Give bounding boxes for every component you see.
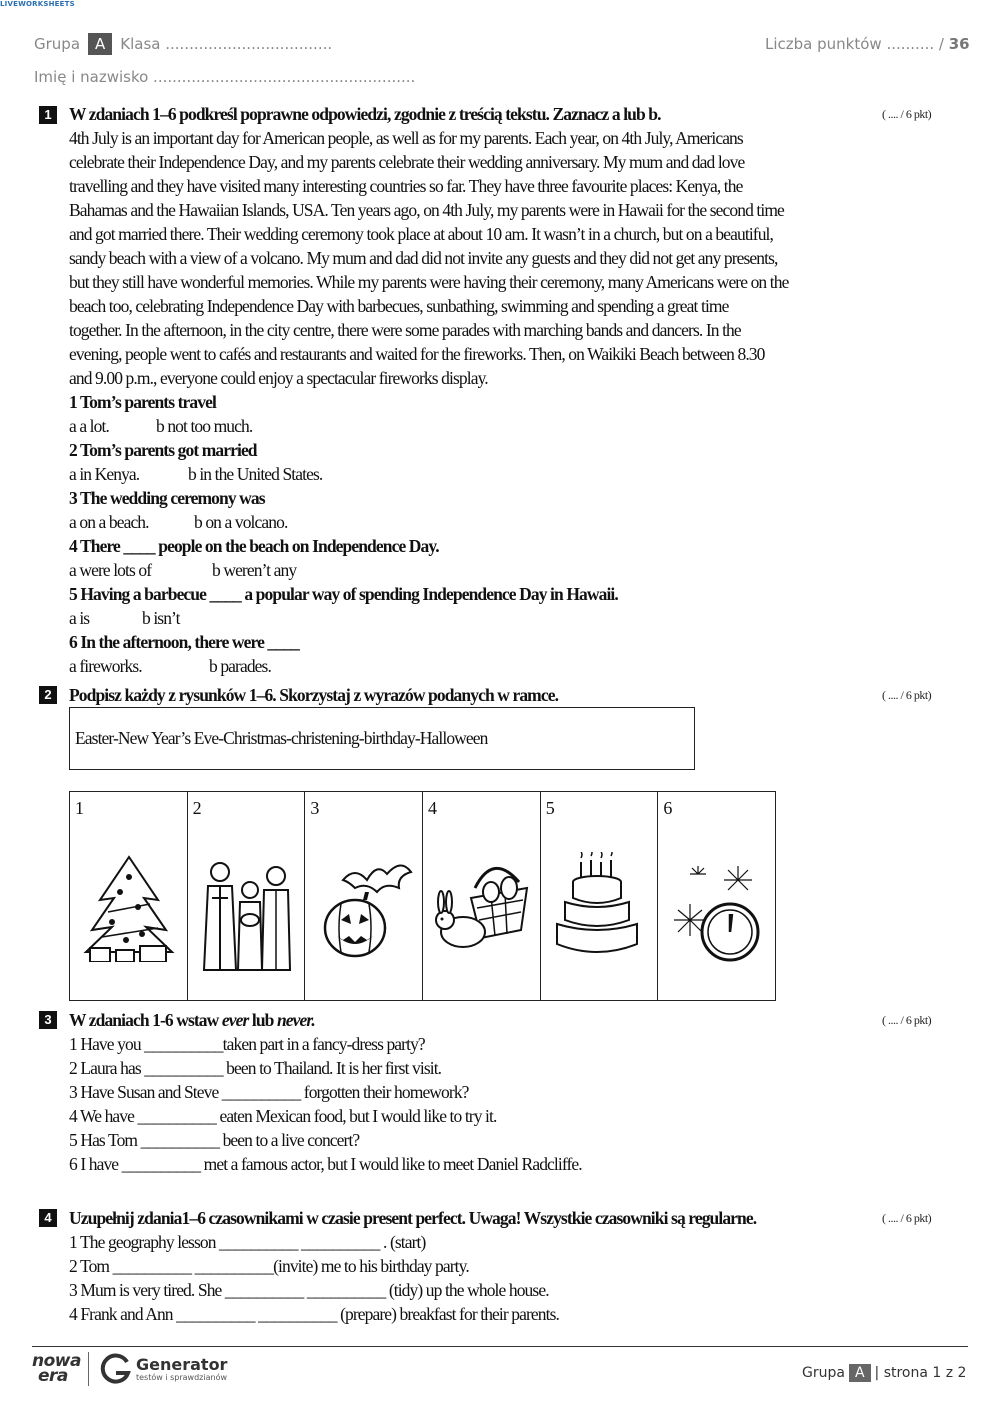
birthday-cake-icon	[551, 852, 649, 962]
halloween-pumpkin-bat-icon	[315, 852, 413, 962]
fireworks-clock-icon	[668, 860, 766, 970]
page-number: | strona 1 z 2	[874, 1365, 967, 1381]
text-line: evening, people went to cafés and restaurants and waited for the fireworks. Then, on Waikiki Beach between 8.30	[69, 344, 765, 364]
question-3: 3 The wedding ceremony was	[69, 488, 265, 508]
instruction-ever: ever	[221, 1010, 249, 1030]
brand-line-2: era	[38, 1366, 68, 1386]
picture-cell-3	[305, 792, 423, 1000]
exercise-2-instruction: Podpisz każdy z rysunków 1–6. Skorzystaj z wyrazów podanych w ramce.	[69, 685, 559, 705]
answer-2a[interactable]: a in Kenya.	[69, 464, 140, 484]
picture-cell-5	[541, 792, 659, 1000]
christening-family-icon	[198, 858, 296, 978]
exercise-4-points: ( .... / 6 pkt)	[882, 1211, 932, 1225]
exercise-2-points: ( .... / 6 pkt)	[882, 688, 932, 702]
question-5: 5 Having a barbecue ____ a popular way of spending Independence Day in Hawaii.	[69, 584, 618, 604]
instruction-never: never.	[276, 1010, 315, 1030]
picture-grid	[69, 791, 776, 1001]
footer-group-badge: A	[849, 1364, 871, 1382]
sentence-3-5[interactable]: 5 Has Tom __________ been to a live concert?	[69, 1130, 360, 1150]
text-line: travelling and they have visited many interesting countries so far. They have three favourite places: Kenya, the	[69, 176, 743, 196]
sentence-3-2[interactable]: 2 Laura has __________ been to Thailand. It is her first visit.	[69, 1058, 442, 1078]
text-line: sandy beach with a view of a volcano. My mum and dad did not invite any guests and they did not get any presents,	[69, 248, 778, 268]
answer-6a[interactable]: a fireworks.	[69, 656, 142, 676]
picture-number: 3	[310, 798, 320, 818]
text-line: Bahamas and the Hawaiian Islands, USA. Ten years ago, on 4th July, my parents were in Hawaii for the second time	[69, 200, 784, 220]
sentence-4-2[interactable]: 2 Tom __________ __________(invite) me to his birthday party.	[69, 1256, 469, 1276]
answer-3b[interactable]: b on a volcano.	[194, 512, 288, 532]
brand-line-1: nowa	[32, 1351, 81, 1371]
sentence-3-3[interactable]: 3 Have Susan and Steve __________ forgotten their homework?	[69, 1082, 469, 1102]
footer-page-info	[802, 1364, 966, 1382]
word-box	[69, 707, 695, 770]
sentence-3-6[interactable]: 6 I have __________ met a famous actor, but I would like to meet Daniel Radcliffe.	[69, 1154, 582, 1174]
exercise-3-number: 3	[39, 1011, 57, 1029]
answer-2b[interactable]: b in the United States.	[188, 464, 323, 484]
exercise-1-number: 1	[39, 106, 57, 124]
answer-1a[interactable]: a a lot.	[69, 416, 109, 436]
picture-cell-4	[423, 792, 541, 1000]
nowa-era-logo	[32, 1351, 81, 1386]
group-badge: A	[88, 33, 112, 55]
picture-number: 1	[75, 798, 84, 818]
christmas-tree-icon	[80, 852, 178, 962]
answer-5b[interactable]: b isn’t	[142, 608, 180, 628]
answer-3a[interactable]: a on a beach.	[69, 512, 149, 532]
question-4: 4 There ____ people on the beach on Independence Day.	[69, 536, 439, 556]
picture-number: 5	[545, 798, 555, 818]
word-list: Easter-New Year’s Eve-Christmas-christening-birthday-Halloween	[75, 728, 488, 748]
answer-4a[interactable]: a were lots of	[69, 560, 152, 580]
sentence-3-4[interactable]: 4 We have __________ eaten Mexican food, but I would like to try it.	[69, 1106, 497, 1126]
points-total	[765, 35, 970, 53]
text-line: celebrate their Independence Day, and my parents celebrate their wedding anniversary. My mum and dad love	[69, 152, 745, 172]
answer-6b[interactable]: b parades.	[209, 656, 271, 676]
instruction-text: lub	[248, 1010, 277, 1030]
question-2: 2 Tom’s parents got married	[69, 440, 257, 460]
group-label: Grupa	[34, 35, 81, 53]
text-line: beach too, celebrating Independence Day with barbecues, sunbathing, swimming and spending a great time	[69, 296, 729, 316]
answer-5a[interactable]: a is	[69, 608, 90, 628]
text-line: and 9.00 p.m., everyone could enjoy a spectacular fireworks display.	[69, 368, 488, 388]
footer-group-label: Grupa	[802, 1365, 845, 1381]
picture-number: 6	[663, 798, 673, 818]
logo-separator	[88, 1352, 89, 1386]
generator-title: Generator	[136, 1355, 228, 1374]
text-line: together. In the afternoon, in the city centre, there were some parades with marching bands and dancers. In the	[69, 320, 741, 340]
footer-divider	[32, 1346, 968, 1347]
exercise-4-number: 4	[39, 1209, 57, 1227]
generator-subtitle: testów i sprawdzianów	[136, 1373, 227, 1382]
class-field: Klasa ...................................	[120, 35, 333, 53]
question-6: 6 In the afternoon, there were ____	[69, 632, 299, 652]
header-group	[34, 33, 332, 55]
picture-cell-2	[188, 792, 306, 1000]
picture-cell-1	[70, 792, 188, 1000]
name-field: Imię i nazwisko .......................................................	[34, 68, 416, 86]
exercise-3-instruction	[69, 1008, 315, 1032]
sentence-3-1[interactable]: 1 Have you __________taken part in a fancy-dress party?	[69, 1034, 425, 1054]
sentence-4-1[interactable]: 1 The geography lesson __________ __________ . (start)	[69, 1232, 426, 1252]
exercise-1-instruction: W zdaniach 1–6 podkreśl poprawne odpowiedzi, zgodnie z treścią tekstu. Zaznacz a lub b.	[69, 104, 661, 124]
exercise-4-instruction: Uzupełnij zdania1–6 czasownikami w czasie present perfect. Uwaga! Wszystkie czasowniki są regularne.	[69, 1208, 757, 1228]
sentence-4-4[interactable]: 4 Frank and Ann __________ __________ (prepare) breakfast for their parents.	[69, 1304, 559, 1324]
site-logo: LIVEWORKSHEETS	[0, 0, 75, 8]
exercise-3-points: ( .... / 6 pkt)	[882, 1013, 932, 1027]
exercise-2-number: 2	[39, 686, 57, 704]
points-label: Liczba punktów .......... /	[765, 35, 944, 53]
reading-text	[69, 126, 889, 390]
text-line: but they still have wonderful memories. While my parents were having their ceremony, many Americans were on the	[69, 272, 789, 292]
points-max: 36	[948, 35, 970, 53]
text-line: 4th July is an important day for American people, as well as for my parents. Each year, on 4th July, Americans	[69, 128, 743, 148]
easter-bunny-basket-icon	[433, 848, 531, 958]
answer-4b[interactable]: b weren’t any	[212, 560, 297, 580]
sentence-4-3[interactable]: 3 Mum is very tired. She __________ __________ (tidy) up the whole house.	[69, 1280, 549, 1300]
instruction-text: W zdaniach 1-6 wstaw	[69, 1010, 222, 1030]
exercise-1-points: ( .... / 6 pkt)	[882, 107, 932, 121]
picture-number: 2	[192, 798, 202, 818]
generator-logo-icon	[100, 1353, 132, 1385]
question-1: 1 Tom’s parents travel	[69, 392, 216, 412]
picture-cell-6	[658, 792, 775, 1000]
answer-1b[interactable]: b not too much.	[156, 416, 253, 436]
text-line: and got married there. Their wedding ceremony took place at about 10 am. It wasn’t in a church, but on a beautiful,	[69, 224, 773, 244]
picture-number: 4	[428, 798, 438, 818]
